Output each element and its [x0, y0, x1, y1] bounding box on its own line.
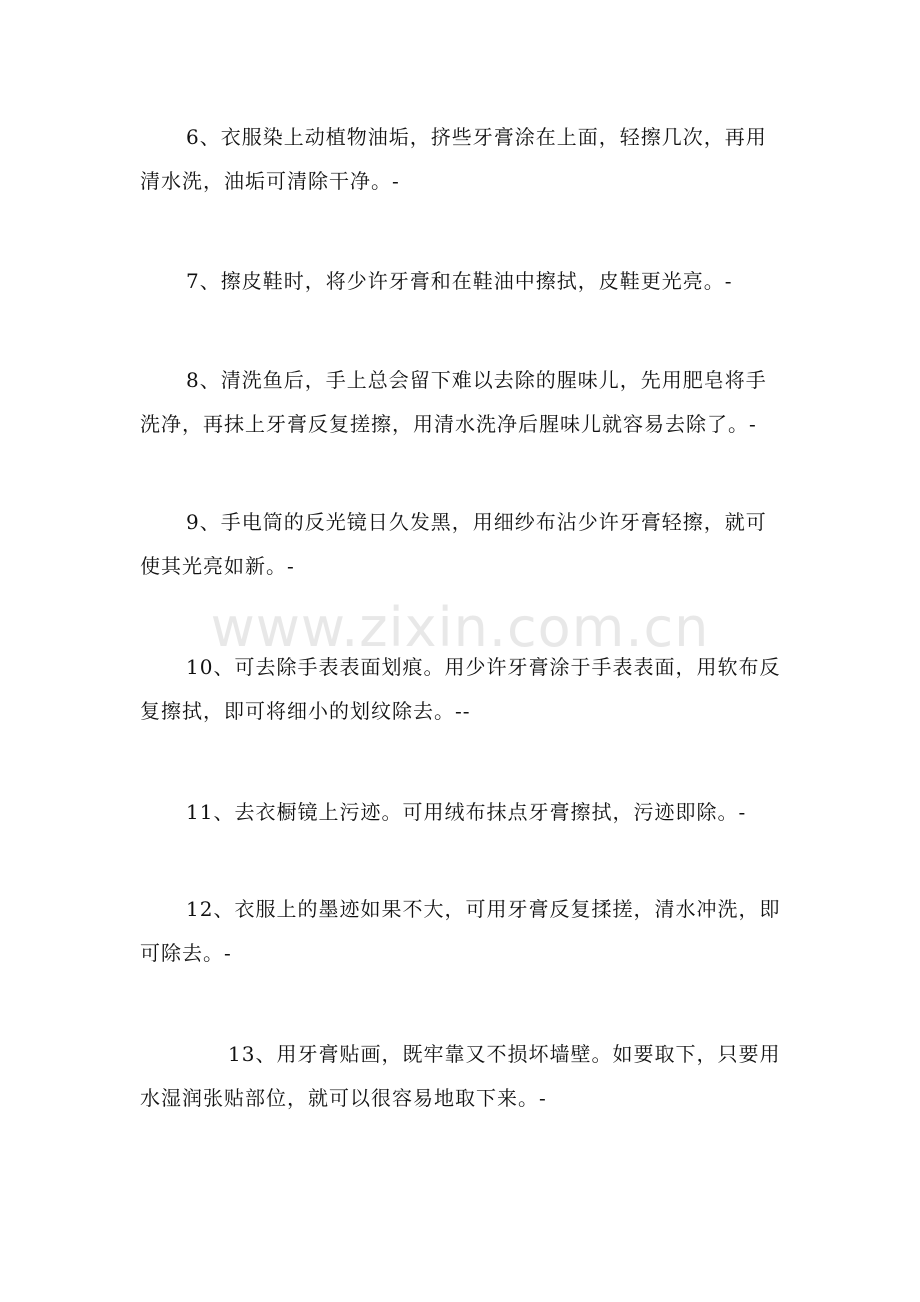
paragraph-6: 6、衣服染上动植物油垢，挤些牙膏涂在上面，轻擦几次，再用清水洗，油垢可清除干净。- — [140, 125, 767, 193]
paragraph-7: 7、擦皮鞋时，将少许牙膏和在鞋油中擦拭，皮鞋更光亮。- — [186, 269, 733, 293]
paragraph-12: 12、衣服上的墨迹如果不大，可用牙膏反复揉搓，清水冲洗，即可除去。- — [140, 897, 781, 965]
paragraph-8: 8、清洗鱼后，手上总会留下难以去除的腥味儿，先用肥皂将手洗净，再抹上牙膏反复搓擦，用清水洗净后腥味儿就容易去除了。- — [140, 368, 767, 436]
paragraph-11: 11、去衣橱镜上污迹。可用绒布抹点牙膏擦拭，污迹即除。- — [186, 800, 747, 824]
paragraph-10: 10、可去除手表表面划痕。用少许牙膏涂于手表表面，用软布反复擦拭，即可将细小的划纹除去。-- — [140, 655, 781, 723]
paragraph-13: 13、用牙膏贴画，既牢靠又不损坏墙壁。如要取下，只要用水湿润张贴部位，就可以很容易地取下来。- — [140, 1042, 781, 1110]
watermark-text: www.zixin.com.cn — [210, 596, 710, 659]
paragraph-9: 9、手电筒的反光镜日久发黑，用细纱布沾少许牙膏轻擦，就可使其光亮如新。- — [140, 510, 767, 578]
